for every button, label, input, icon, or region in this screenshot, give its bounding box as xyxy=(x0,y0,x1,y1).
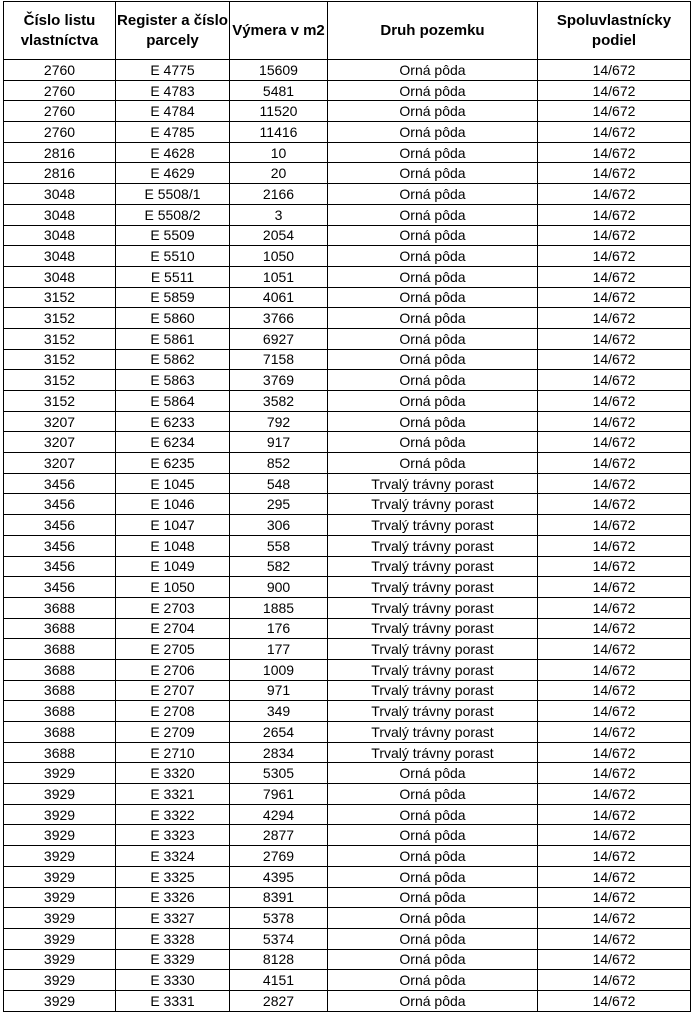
cell-parcel-number: E 3330 xyxy=(116,970,230,991)
cell-lv-number: 3688 xyxy=(4,597,116,618)
cell-ownership-share: 14/672 xyxy=(538,701,691,722)
cell-lv-number: 3048 xyxy=(4,266,116,287)
cell-area: 349 xyxy=(230,701,328,722)
cell-lv-number: 3929 xyxy=(4,866,116,887)
table-row xyxy=(4,701,691,722)
cell-parcel-number: E 3324 xyxy=(116,846,230,867)
cell-ownership-share: 14/672 xyxy=(538,680,691,701)
cell-area: 558 xyxy=(230,535,328,556)
cell-ownership-share: 14/672 xyxy=(538,142,691,163)
cell-ownership-share: 14/672 xyxy=(538,163,691,184)
cell-ownership-share: 14/672 xyxy=(538,494,691,515)
cell-lv-number: 3688 xyxy=(4,680,116,701)
cell-lv-number: 3048 xyxy=(4,204,116,225)
cell-area: 4061 xyxy=(230,287,328,308)
cell-parcel-number: E 4775 xyxy=(116,60,230,81)
header-land-type: Druh pozemku xyxy=(328,2,538,60)
cell-ownership-share: 14/672 xyxy=(538,597,691,618)
cell-area: 15609 xyxy=(230,60,328,81)
cell-parcel-number: E 5508/2 xyxy=(116,204,230,225)
cell-land-type: Orná pôda xyxy=(328,80,538,101)
cell-land-type: Orná pôda xyxy=(328,763,538,784)
cell-parcel-number: E 5864 xyxy=(116,391,230,412)
cell-lv-number: 3048 xyxy=(4,225,116,246)
cell-land-type: Orná pôda xyxy=(328,142,538,163)
table-row xyxy=(4,742,691,763)
cell-area: 2769 xyxy=(230,846,328,867)
cell-ownership-share: 14/672 xyxy=(538,887,691,908)
cell-lv-number: 3929 xyxy=(4,908,116,929)
cell-land-type: Orná pôda xyxy=(328,949,538,970)
cell-area: 2877 xyxy=(230,825,328,846)
table-row xyxy=(4,328,691,349)
table-row xyxy=(4,225,691,246)
cell-land-type: Trvalý trávny porast xyxy=(328,577,538,598)
cell-area: 11416 xyxy=(230,122,328,143)
cell-area: 3766 xyxy=(230,308,328,329)
table-row xyxy=(4,287,691,308)
cell-land-type: Orná pôda xyxy=(328,970,538,991)
cell-land-type: Orná pôda xyxy=(328,328,538,349)
cell-lv-number: 3152 xyxy=(4,349,116,370)
cell-parcel-number: E 2707 xyxy=(116,680,230,701)
table-row xyxy=(4,432,691,453)
cell-land-type: Orná pôda xyxy=(328,908,538,929)
cell-lv-number: 3048 xyxy=(4,246,116,267)
cell-area: 917 xyxy=(230,432,328,453)
table-row xyxy=(4,349,691,370)
cell-parcel-number: E 2709 xyxy=(116,722,230,743)
cell-lv-number: 3929 xyxy=(4,763,116,784)
cell-ownership-share: 14/672 xyxy=(538,908,691,929)
cell-lv-number: 3929 xyxy=(4,784,116,805)
cell-parcel-number: E 2710 xyxy=(116,742,230,763)
cell-parcel-number: E 5508/1 xyxy=(116,184,230,205)
cell-ownership-share: 14/672 xyxy=(538,60,691,81)
cell-land-type: Orná pôda xyxy=(328,411,538,432)
cell-area: 10 xyxy=(230,142,328,163)
table-row xyxy=(4,763,691,784)
cell-lv-number: 3929 xyxy=(4,846,116,867)
cell-land-type: Orná pôda xyxy=(328,60,538,81)
cell-parcel-number: E 3321 xyxy=(116,784,230,805)
cell-area: 177 xyxy=(230,639,328,660)
cell-ownership-share: 14/672 xyxy=(538,308,691,329)
cell-area: 5378 xyxy=(230,908,328,929)
cell-land-type: Trvalý trávny porast xyxy=(328,742,538,763)
cell-land-type: Orná pôda xyxy=(328,990,538,1011)
cell-area: 852 xyxy=(230,453,328,474)
cell-land-type: Trvalý trávny porast xyxy=(328,701,538,722)
table-row xyxy=(4,618,691,639)
table-row xyxy=(4,308,691,329)
cell-area: 6927 xyxy=(230,328,328,349)
cell-parcel-number: E 3322 xyxy=(116,804,230,825)
cell-lv-number: 3152 xyxy=(4,391,116,412)
cell-ownership-share: 14/672 xyxy=(538,515,691,536)
cell-ownership-share: 14/672 xyxy=(538,535,691,556)
cell-lv-number: 3048 xyxy=(4,184,116,205)
cell-area: 7961 xyxy=(230,784,328,805)
cell-lv-number: 3207 xyxy=(4,432,116,453)
table-row xyxy=(4,515,691,536)
cell-lv-number: 3929 xyxy=(4,970,116,991)
cell-area: 2654 xyxy=(230,722,328,743)
cell-land-type: Orná pôda xyxy=(328,928,538,949)
cell-ownership-share: 14/672 xyxy=(538,225,691,246)
cell-land-type: Orná pôda xyxy=(328,122,538,143)
table-row xyxy=(4,949,691,970)
cell-land-type: Orná pôda xyxy=(328,266,538,287)
cell-ownership-share: 14/672 xyxy=(538,204,691,225)
cell-parcel-number: E 3325 xyxy=(116,866,230,887)
cell-area: 4294 xyxy=(230,804,328,825)
table-row xyxy=(4,204,691,225)
table-row xyxy=(4,990,691,1011)
parcel-table xyxy=(3,1,691,1012)
table-row xyxy=(4,535,691,556)
cell-area: 1050 xyxy=(230,246,328,267)
cell-ownership-share: 14/672 xyxy=(538,473,691,494)
cell-area: 3769 xyxy=(230,370,328,391)
cell-parcel-number: E 6235 xyxy=(116,453,230,474)
cell-parcel-number: E 3327 xyxy=(116,908,230,929)
cell-land-type: Trvalý trávny porast xyxy=(328,639,538,660)
cell-lv-number: 3688 xyxy=(4,722,116,743)
cell-parcel-number: E 3328 xyxy=(116,928,230,949)
cell-lv-number: 2760 xyxy=(4,80,116,101)
cell-ownership-share: 14/672 xyxy=(538,101,691,122)
cell-parcel-number: E 3323 xyxy=(116,825,230,846)
table-row xyxy=(4,577,691,598)
cell-area: 5374 xyxy=(230,928,328,949)
cell-ownership-share: 14/672 xyxy=(538,659,691,680)
cell-lv-number: 2760 xyxy=(4,60,116,81)
cell-land-type: Orná pôda xyxy=(328,825,538,846)
table-row xyxy=(4,101,691,122)
cell-lv-number: 2816 xyxy=(4,142,116,163)
table-row xyxy=(4,80,691,101)
cell-area: 4151 xyxy=(230,970,328,991)
table-row xyxy=(4,411,691,432)
cell-land-type: Trvalý trávny porast xyxy=(328,494,538,515)
cell-lv-number: 3207 xyxy=(4,411,116,432)
cell-area: 1009 xyxy=(230,659,328,680)
cell-land-type: Orná pôda xyxy=(328,866,538,887)
table-row xyxy=(4,60,691,81)
cell-parcel-number: E 5860 xyxy=(116,308,230,329)
cell-ownership-share: 14/672 xyxy=(538,391,691,412)
cell-parcel-number: E 1046 xyxy=(116,494,230,515)
table-row xyxy=(4,163,691,184)
cell-ownership-share: 14/672 xyxy=(538,122,691,143)
cell-parcel-number: E 2704 xyxy=(116,618,230,639)
cell-lv-number: 3929 xyxy=(4,949,116,970)
cell-lv-number: 3456 xyxy=(4,577,116,598)
cell-parcel-number: E 1050 xyxy=(116,577,230,598)
table-row xyxy=(4,556,691,577)
cell-ownership-share: 14/672 xyxy=(538,846,691,867)
cell-area: 2166 xyxy=(230,184,328,205)
cell-land-type: Orná pôda xyxy=(328,432,538,453)
cell-land-type: Orná pôda xyxy=(328,225,538,246)
cell-parcel-number: E 2706 xyxy=(116,659,230,680)
cell-ownership-share: 14/672 xyxy=(538,246,691,267)
header-lv-number: Číslo listu vlastníctva xyxy=(4,2,116,60)
cell-ownership-share: 14/672 xyxy=(538,866,691,887)
cell-lv-number: 3456 xyxy=(4,515,116,536)
cell-land-type: Orná pôda xyxy=(328,163,538,184)
table-row xyxy=(4,804,691,825)
cell-lv-number: 3152 xyxy=(4,287,116,308)
cell-land-type: Orná pôda xyxy=(328,184,538,205)
cell-area: 20 xyxy=(230,163,328,184)
cell-parcel-number: E 5859 xyxy=(116,287,230,308)
cell-parcel-number: E 6233 xyxy=(116,411,230,432)
table-row xyxy=(4,680,691,701)
cell-parcel-number: E 6234 xyxy=(116,432,230,453)
cell-area: 548 xyxy=(230,473,328,494)
cell-ownership-share: 14/672 xyxy=(538,825,691,846)
cell-lv-number: 3688 xyxy=(4,639,116,660)
cell-parcel-number: E 5510 xyxy=(116,246,230,267)
cell-parcel-number: E 2705 xyxy=(116,639,230,660)
table-header xyxy=(4,2,691,60)
table-row xyxy=(4,184,691,205)
cell-parcel-number: E 5863 xyxy=(116,370,230,391)
cell-land-type: Trvalý trávny porast xyxy=(328,680,538,701)
cell-land-type: Trvalý trávny porast xyxy=(328,618,538,639)
cell-lv-number: 2816 xyxy=(4,163,116,184)
cell-ownership-share: 14/672 xyxy=(538,556,691,577)
cell-lv-number: 3688 xyxy=(4,742,116,763)
table-row xyxy=(4,846,691,867)
table-row xyxy=(4,866,691,887)
cell-lv-number: 3688 xyxy=(4,659,116,680)
table-row xyxy=(4,659,691,680)
cell-ownership-share: 14/672 xyxy=(538,80,691,101)
cell-land-type: Orná pôda xyxy=(328,204,538,225)
cell-area: 2827 xyxy=(230,990,328,1011)
cell-area: 1885 xyxy=(230,597,328,618)
cell-ownership-share: 14/672 xyxy=(538,722,691,743)
cell-land-type: Orná pôda xyxy=(328,887,538,908)
cell-area: 7158 xyxy=(230,349,328,370)
cell-lv-number: 3688 xyxy=(4,701,116,722)
cell-lv-number: 3929 xyxy=(4,887,116,908)
table-row xyxy=(4,908,691,929)
cell-area: 306 xyxy=(230,515,328,536)
cell-ownership-share: 14/672 xyxy=(538,804,691,825)
cell-lv-number: 3456 xyxy=(4,556,116,577)
cell-area: 2834 xyxy=(230,742,328,763)
table-row xyxy=(4,825,691,846)
cell-land-type: Trvalý trávny porast xyxy=(328,535,538,556)
cell-lv-number: 3152 xyxy=(4,308,116,329)
cell-land-type: Orná pôda xyxy=(328,391,538,412)
table-row xyxy=(4,246,691,267)
table-row xyxy=(4,722,691,743)
cell-land-type: Orná pôda xyxy=(328,308,538,329)
cell-ownership-share: 14/672 xyxy=(538,742,691,763)
cell-lv-number: 3929 xyxy=(4,990,116,1011)
table-row xyxy=(4,970,691,991)
cell-lv-number: 3456 xyxy=(4,473,116,494)
cell-area: 176 xyxy=(230,618,328,639)
cell-parcel-number: E 2703 xyxy=(116,597,230,618)
cell-ownership-share: 14/672 xyxy=(538,184,691,205)
cell-area: 1051 xyxy=(230,266,328,287)
cell-area: 8391 xyxy=(230,887,328,908)
cell-lv-number: 3456 xyxy=(4,494,116,515)
cell-ownership-share: 14/672 xyxy=(538,618,691,639)
cell-land-type: Orná pôda xyxy=(328,804,538,825)
cell-parcel-number: E 3329 xyxy=(116,949,230,970)
cell-parcel-number: E 4629 xyxy=(116,163,230,184)
table-row xyxy=(4,122,691,143)
cell-area: 900 xyxy=(230,577,328,598)
cell-land-type: Orná pôda xyxy=(328,246,538,267)
table-row xyxy=(4,494,691,515)
header-area: Výmera v m2 xyxy=(230,2,328,60)
cell-parcel-number: E 2708 xyxy=(116,701,230,722)
header-parcel-number: Register a číslo parcely xyxy=(116,2,230,60)
cell-land-type: Trvalý trávny porast xyxy=(328,597,538,618)
cell-lv-number: 3929 xyxy=(4,804,116,825)
cell-land-type: Orná pôda xyxy=(328,101,538,122)
cell-ownership-share: 14/672 xyxy=(538,928,691,949)
cell-ownership-share: 14/672 xyxy=(538,266,691,287)
cell-land-type: Trvalý trávny porast xyxy=(328,556,538,577)
cell-lv-number: 3152 xyxy=(4,328,116,349)
cell-area: 295 xyxy=(230,494,328,515)
cell-lv-number: 3929 xyxy=(4,825,116,846)
cell-land-type: Orná pôda xyxy=(328,287,538,308)
cell-parcel-number: E 4783 xyxy=(116,80,230,101)
table-row xyxy=(4,266,691,287)
cell-ownership-share: 14/672 xyxy=(538,287,691,308)
table-row xyxy=(4,473,691,494)
cell-lv-number: 3207 xyxy=(4,453,116,474)
cell-parcel-number: E 4785 xyxy=(116,122,230,143)
cell-area: 11520 xyxy=(230,101,328,122)
cell-land-type: Trvalý trávny porast xyxy=(328,515,538,536)
cell-ownership-share: 14/672 xyxy=(538,784,691,805)
table-row xyxy=(4,142,691,163)
cell-ownership-share: 14/672 xyxy=(538,328,691,349)
cell-area: 582 xyxy=(230,556,328,577)
cell-ownership-share: 14/672 xyxy=(538,453,691,474)
cell-land-type: Orná pôda xyxy=(328,370,538,391)
cell-parcel-number: E 5862 xyxy=(116,349,230,370)
table-row xyxy=(4,391,691,412)
cell-land-type: Trvalý trávny porast xyxy=(328,659,538,680)
cell-area: 4395 xyxy=(230,866,328,887)
cell-area: 971 xyxy=(230,680,328,701)
table-body xyxy=(4,60,691,1012)
cell-parcel-number: E 5511 xyxy=(116,266,230,287)
cell-lv-number: 2760 xyxy=(4,122,116,143)
cell-parcel-number: E 3326 xyxy=(116,887,230,908)
cell-land-type: Trvalý trávny porast xyxy=(328,473,538,494)
table-row xyxy=(4,453,691,474)
cell-ownership-share: 14/672 xyxy=(538,763,691,784)
cell-parcel-number: E 4784 xyxy=(116,101,230,122)
table-row xyxy=(4,928,691,949)
table-row xyxy=(4,784,691,805)
cell-parcel-number: E 1047 xyxy=(116,515,230,536)
cell-area: 792 xyxy=(230,411,328,432)
cell-ownership-share: 14/672 xyxy=(538,370,691,391)
cell-area: 5481 xyxy=(230,80,328,101)
header-ownership-share: Spoluvlastnícky podiel xyxy=(538,2,691,60)
cell-ownership-share: 14/672 xyxy=(538,639,691,660)
cell-ownership-share: 14/672 xyxy=(538,970,691,991)
cell-parcel-number: E 5509 xyxy=(116,225,230,246)
cell-land-type: Orná pôda xyxy=(328,846,538,867)
cell-lv-number: 2760 xyxy=(4,101,116,122)
cell-area: 5305 xyxy=(230,763,328,784)
cell-ownership-share: 14/672 xyxy=(538,432,691,453)
cell-area: 2054 xyxy=(230,225,328,246)
header-row xyxy=(4,2,691,60)
cell-parcel-number: E 1048 xyxy=(116,535,230,556)
cell-parcel-number: E 5861 xyxy=(116,328,230,349)
table-row xyxy=(4,370,691,391)
cell-ownership-share: 14/672 xyxy=(538,577,691,598)
cell-parcel-number: E 1049 xyxy=(116,556,230,577)
cell-parcel-number: E 4628 xyxy=(116,142,230,163)
cell-ownership-share: 14/672 xyxy=(538,349,691,370)
cell-lv-number: 3152 xyxy=(4,370,116,391)
cell-area: 3 xyxy=(230,204,328,225)
cell-parcel-number: E 3320 xyxy=(116,763,230,784)
cell-area: 3582 xyxy=(230,391,328,412)
table-row xyxy=(4,639,691,660)
cell-lv-number: 3688 xyxy=(4,618,116,639)
table-row xyxy=(4,597,691,618)
cell-ownership-share: 14/672 xyxy=(538,949,691,970)
cell-land-type: Orná pôda xyxy=(328,784,538,805)
cell-parcel-number: E 3331 xyxy=(116,990,230,1011)
cell-lv-number: 3456 xyxy=(4,535,116,556)
table-row xyxy=(4,887,691,908)
cell-lv-number: 3929 xyxy=(4,928,116,949)
cell-land-type: Orná pôda xyxy=(328,453,538,474)
cell-land-type: Trvalý trávny porast xyxy=(328,722,538,743)
cell-area: 8128 xyxy=(230,949,328,970)
cell-ownership-share: 14/672 xyxy=(538,411,691,432)
cell-land-type: Orná pôda xyxy=(328,349,538,370)
cell-parcel-number: E 1045 xyxy=(116,473,230,494)
cell-ownership-share: 14/672 xyxy=(538,990,691,1011)
